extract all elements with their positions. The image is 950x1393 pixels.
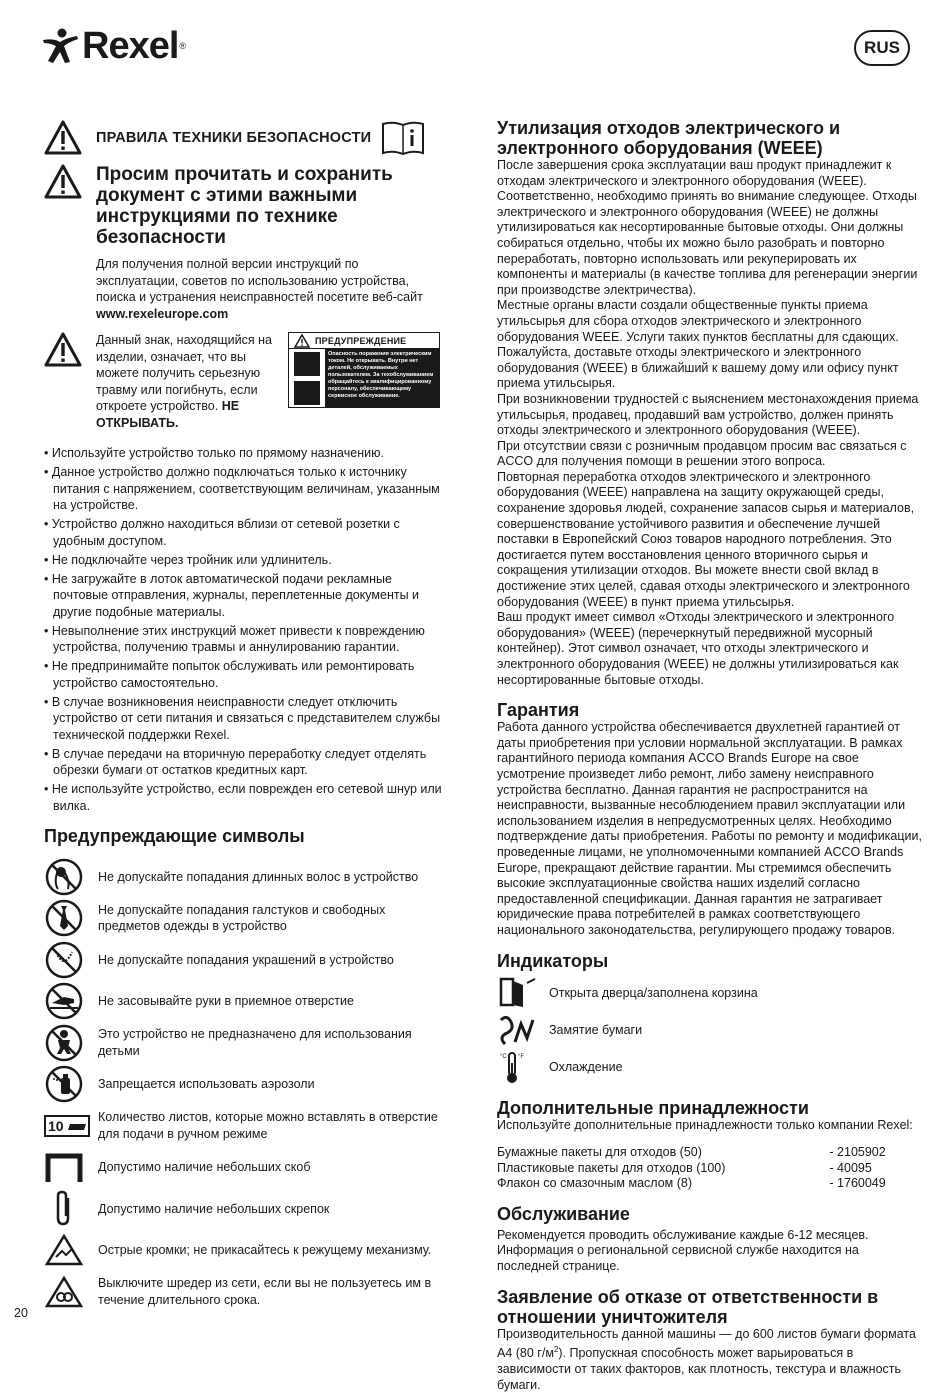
warning-triangle-icon bbox=[44, 164, 82, 200]
no-hands-icon bbox=[44, 981, 84, 1021]
intro-block bbox=[44, 164, 444, 248]
paperclip-icon bbox=[44, 1190, 84, 1228]
website-link[interactable]: www.rexeleurope.com bbox=[96, 306, 229, 321]
indicator-row bbox=[497, 975, 922, 1012]
symbol-row bbox=[44, 1230, 444, 1272]
hand-hazard-icon bbox=[294, 381, 320, 405]
symbol-text: Допустимо наличие небольших скрепок bbox=[98, 1201, 330, 1216]
electric-shock-icon bbox=[294, 352, 320, 376]
symbols-heading: Предупреждающие символы bbox=[44, 826, 305, 846]
symbol-text: Допустимо наличие небольших скоб bbox=[98, 1160, 311, 1174]
label-header: ПРЕДУПРЕЖДЕНИЕ bbox=[315, 335, 407, 346]
symbols-list bbox=[44, 856, 444, 1313]
accessory-name: Флакон со смазочным маслом (8) bbox=[497, 1176, 693, 1191]
symbol-text: Не допускайте попадания украшений в устройство bbox=[98, 952, 394, 967]
svg-text:°C: °C bbox=[500, 1054, 507, 1060]
disclaimer-part: Производительность данной машины — до 600 листов бумаги формата A4 (80 г/м bbox=[497, 1326, 916, 1361]
table-row bbox=[497, 1145, 886, 1161]
svg-text:10: 10 bbox=[48, 1117, 64, 1134]
thermometer-icon bbox=[497, 1049, 543, 1085]
list-item: • Не подключайте через тройник или удлинитель. bbox=[44, 552, 444, 569]
safety-header bbox=[44, 118, 444, 158]
no-children-icon bbox=[44, 1023, 84, 1063]
symbol-row bbox=[44, 981, 444, 1023]
disclaimer-heading: Заявление об отказе от ответственности в отношении уничтожителя bbox=[497, 1286, 879, 1327]
danger-description: Данный знак, находящийся на изделии, означает, что вы можете получить серьезную травму или погибнуть, если откроете устройство. bbox=[96, 333, 272, 413]
manual-book-icon bbox=[381, 120, 425, 156]
indicators-heading: Индикаторы bbox=[497, 950, 609, 971]
page-number: 20 bbox=[14, 1306, 28, 1320]
indicator-text: Открыта дверца/заполнена корзина bbox=[549, 986, 758, 1000]
warning-label-image bbox=[288, 332, 440, 408]
accessories-heading: Дополнительные принадлежности bbox=[497, 1097, 809, 1118]
paragraph: При возникновении трудностей с выяснением местонахождения приема утильсырья, продавец, продавший вам устройство, должен принять отходы электрического и электронного оборудования (WEEE). bbox=[497, 391, 919, 438]
sharp-edges-icon bbox=[44, 1233, 84, 1267]
brand-name: Rexel bbox=[82, 24, 179, 67]
symbol-row bbox=[44, 1022, 444, 1064]
table-row bbox=[497, 1161, 886, 1177]
svg-text:°F: °F bbox=[518, 1054, 525, 1060]
safety-bullets bbox=[44, 445, 444, 814]
left-column bbox=[44, 118, 444, 1313]
indicator-text: Замятие бумаги bbox=[549, 1023, 643, 1037]
accessory-code: - 2105902 bbox=[829, 1145, 886, 1160]
symbol-row bbox=[44, 856, 444, 898]
symbol-row bbox=[44, 898, 444, 940]
service-heading: Обслуживание bbox=[497, 1203, 630, 1224]
list-item: • В случае возникновения неисправности следует отключить устройство от сети питания и связаться с представителем службы технической поддержки Rexel. bbox=[44, 694, 444, 744]
disclaimer-text bbox=[497, 1327, 922, 1393]
no-jewelry-icon bbox=[44, 940, 84, 980]
right-column bbox=[497, 118, 922, 1393]
rexel-figure-icon bbox=[40, 26, 80, 66]
accessories-table bbox=[497, 1145, 886, 1192]
disclaimer-part: ). Пропускная способность может варьироваться в зависимости от таких факторов, как плотность, текстура и влажность бумаги. bbox=[497, 1346, 902, 1392]
symbol-text: Запрещается использовать аэрозоли bbox=[98, 1077, 315, 1091]
symbol-text: Выключите шредер из сети, если вы не пользуетесь им в течение длительного срока. bbox=[98, 1276, 432, 1307]
symbol-row bbox=[44, 1271, 444, 1313]
intro-body bbox=[96, 256, 444, 322]
list-item: • В случае передачи на вторичную переработку следует отделять обрезки бумаги от остатков кредитных карт. bbox=[44, 746, 444, 779]
paragraph: Ваш продукт имеет символ «Отходы электрического и электронного оборудования» (WEEE) (перечеркнутый передвижной мусорный контейнер). Этот символ означает, что отходы электрического и электронного оборудования (WEEE) не должны утилизироваться как несортированные бытовые отходы. bbox=[497, 610, 899, 687]
warning-triangle-icon bbox=[44, 120, 82, 156]
indicator-row bbox=[497, 1012, 922, 1049]
warning-triangle-icon bbox=[44, 332, 82, 368]
list-item: • Не предпринимайте попыток обслуживать или ремонтировать устройство самостоятельно. bbox=[44, 658, 444, 691]
safety-title: ПРАВИЛА ТЕХНИКИ БЕЗОПАСНОСТИ bbox=[96, 130, 372, 146]
weee-heading: Утилизация отходов электрического и электронного оборудования (WEEE) bbox=[497, 118, 841, 158]
intro-text: Для получения полной версии инструкций по эксплуатации, советов по использованию устройства, поиска и устранения неисправностей посетите веб-сайт bbox=[96, 257, 423, 304]
superscript: 2 bbox=[553, 1345, 559, 1355]
door-bin-icon bbox=[497, 975, 543, 1011]
symbol-row bbox=[44, 1105, 444, 1147]
registered-mark: ® bbox=[179, 41, 187, 51]
danger-text bbox=[96, 332, 284, 431]
symbol-row bbox=[44, 1188, 444, 1230]
symbol-text: Не засовывайте руки в приемное отверстие bbox=[98, 994, 354, 1008]
no-aerosol-icon bbox=[44, 1064, 84, 1104]
no-hair-icon bbox=[44, 857, 84, 897]
symbol-text: Острые кромки; не прикасайтесь к режущему механизму. bbox=[98, 1243, 432, 1257]
paper-jam-icon bbox=[497, 1012, 543, 1048]
do-not-open-text: НЕ ОТКРЫВАТЬ. bbox=[96, 399, 240, 430]
symbol-text: Не допускайте попадания галстуков и свободных предметов одежды в устройство bbox=[98, 902, 386, 934]
symbol-text: Не допускайте попадания длинных волос в устройство bbox=[98, 869, 419, 884]
warranty-heading: Гарантия bbox=[497, 700, 580, 721]
danger-notice bbox=[44, 332, 444, 431]
unplug-icon bbox=[44, 1275, 84, 1309]
symbol-text: Это устройство не предназначено для использования детьми bbox=[98, 1027, 412, 1058]
intro-title: Просим прочитать и сохранить документ с этими важными инструкциями по технике безопасности bbox=[96, 164, 393, 248]
label-text: Опасность поражения электрическим током. Не открывать. Внутри нет деталей, обслуживаемых пользователем. За техобслуживанием обращайтесь к квалифицированному персоналу, обеспечивающему сервисное обслуживание. bbox=[325, 349, 439, 407]
symbol-row bbox=[44, 939, 444, 981]
warranty-text: Работа данного устройства обеспечивается двухлетней гарантией от даты приобретения при условии нормальной эксплуатации. В рамках гарантийного периода компания ACCO Brands Europe на свое усмотрение произведет либо ремонт, либо замену неисправного устройства бесплатно. Данная гарантия не распространится на неисправности, вызванные несоблюдением правил эксплуатации или использованием изделия в непредусмотренных целях. Необходимо подтверждение даты приобретения. Работы по ремонту и модификации, проведенные лицами, не уполномоченными компанией ACCO Brands Europe, прекращают действие гарантии. Мы стремимся обеспечить высокие эксплуатационные свойства наших изделий согласно предоставленной спецификации. Данная гарантия не затрагивает юридические права потребителей в рамках соответствующего национального законодательства, регулирующего продажу товаров. bbox=[497, 720, 922, 937]
indicator-text: Охлаждение bbox=[549, 1060, 623, 1074]
list-item: • Данное устройство должно подключаться только к источнику питания с напряжением, соответствующим величинам, указанным на устройстве. bbox=[44, 464, 444, 514]
rexel-logo bbox=[40, 22, 186, 70]
symbol-row bbox=[44, 1064, 444, 1106]
accessory-name: Пластиковые пакеты для отходов (100) bbox=[497, 1160, 726, 1175]
list-item: • Не используйте устройство, если поврежден его сетевой шнур или вилка. bbox=[44, 781, 444, 814]
paragraph: После завершения срока эксплуатации ваш продукт принадлежит к отходам электрического и электронного оборудования (WEEE). Соответственно, необходимо принять во внимание следующее. Отходы электрического и электронного оборудования (WEEE) не должны утилизироваться как несортированные бытовые отходы. Они должны собираться отдельно, чтобы их можно было разобрать и повторно переработать, повторно использовать или рекуперировать их компоненты и материалы (в качестве топлива для регенерации энергии при производстве электричества). bbox=[497, 158, 918, 297]
indicators-list bbox=[497, 975, 922, 1086]
accessory-code: - 1760049 bbox=[829, 1176, 886, 1191]
weee-text bbox=[497, 158, 922, 688]
accessory-name: Бумажные пакеты для отходов (50) bbox=[497, 1145, 702, 1160]
list-item: • Используйте устройство только по прямому назначению. bbox=[44, 445, 444, 462]
list-item: • Устройство должно находиться вблизи от сетевой розетки с удобным доступом. bbox=[44, 516, 444, 549]
symbol-text: Количество листов, которые можно вставлять в отверстие для подачи в ручном режиме bbox=[98, 1110, 438, 1141]
staple-icon bbox=[44, 1150, 84, 1184]
symbol-row bbox=[44, 1147, 444, 1189]
service-text: Рекомендуется проводить обслуживание каждые 6-12 месяцев. Информация о региональной сервисной службе находится на последней странице. bbox=[497, 1227, 869, 1274]
paragraph: Повторная переработка отходов электрического и электронного оборудования (WEEE) направлена на защиту окружающей среды, сохранение здоровья людей, сохранение запасов сырья и материалов, совершенствование устойчивого развития и обеспечение лучшей поставки в Европейский Союз товаров народного потребления. Это достигается путем восстановления ценного вторичного сырья и сокращения утилизации отходов. Вы можете внести свой вклад в достижение этих целей, сдавая отходы электрического и электронного оборудования (WEEE) в пункт приема утильсырья. bbox=[497, 469, 915, 609]
accessories-intro: Используйте дополнительные принадлежности только компании Rexel: bbox=[497, 1117, 913, 1132]
language-badge: RUS bbox=[854, 30, 910, 66]
paragraph: Местные органы власти создали общественные пункты приема утильсырья для сбора отходов электрического и электронного оборудования WEEE. Услуги таких пунктов бесплатны для сдающих. bbox=[497, 298, 899, 344]
list-item: • Невыполнение этих инструкций может привести к повреждению устройства, получению травмы и аннулированию гарантии. bbox=[44, 623, 444, 656]
small-warning-icon bbox=[289, 333, 315, 349]
sheet-count-icon bbox=[44, 1114, 90, 1138]
accessory-code: - 40095 bbox=[829, 1160, 872, 1175]
paragraph: При отсутствии связи с розничным продавцом просим вас связаться с ACCO для получения помощи в решении этого вопроса. bbox=[497, 438, 907, 469]
no-tie-icon bbox=[44, 898, 84, 938]
table-row bbox=[497, 1176, 886, 1192]
list-item: • Не загружайте в лоток автоматической подачи рекламные почтовые отправления, журналы, переплетенные документы и другие подобные материалы. bbox=[44, 571, 444, 621]
paragraph: Пожалуйста, доставьте отходы электрического и электронного оборудования (WEEE) в ближайший к вашему дому или офису пункт приема утильсырья. bbox=[497, 345, 899, 391]
page-header bbox=[40, 22, 910, 72]
indicator-row bbox=[497, 1049, 922, 1086]
